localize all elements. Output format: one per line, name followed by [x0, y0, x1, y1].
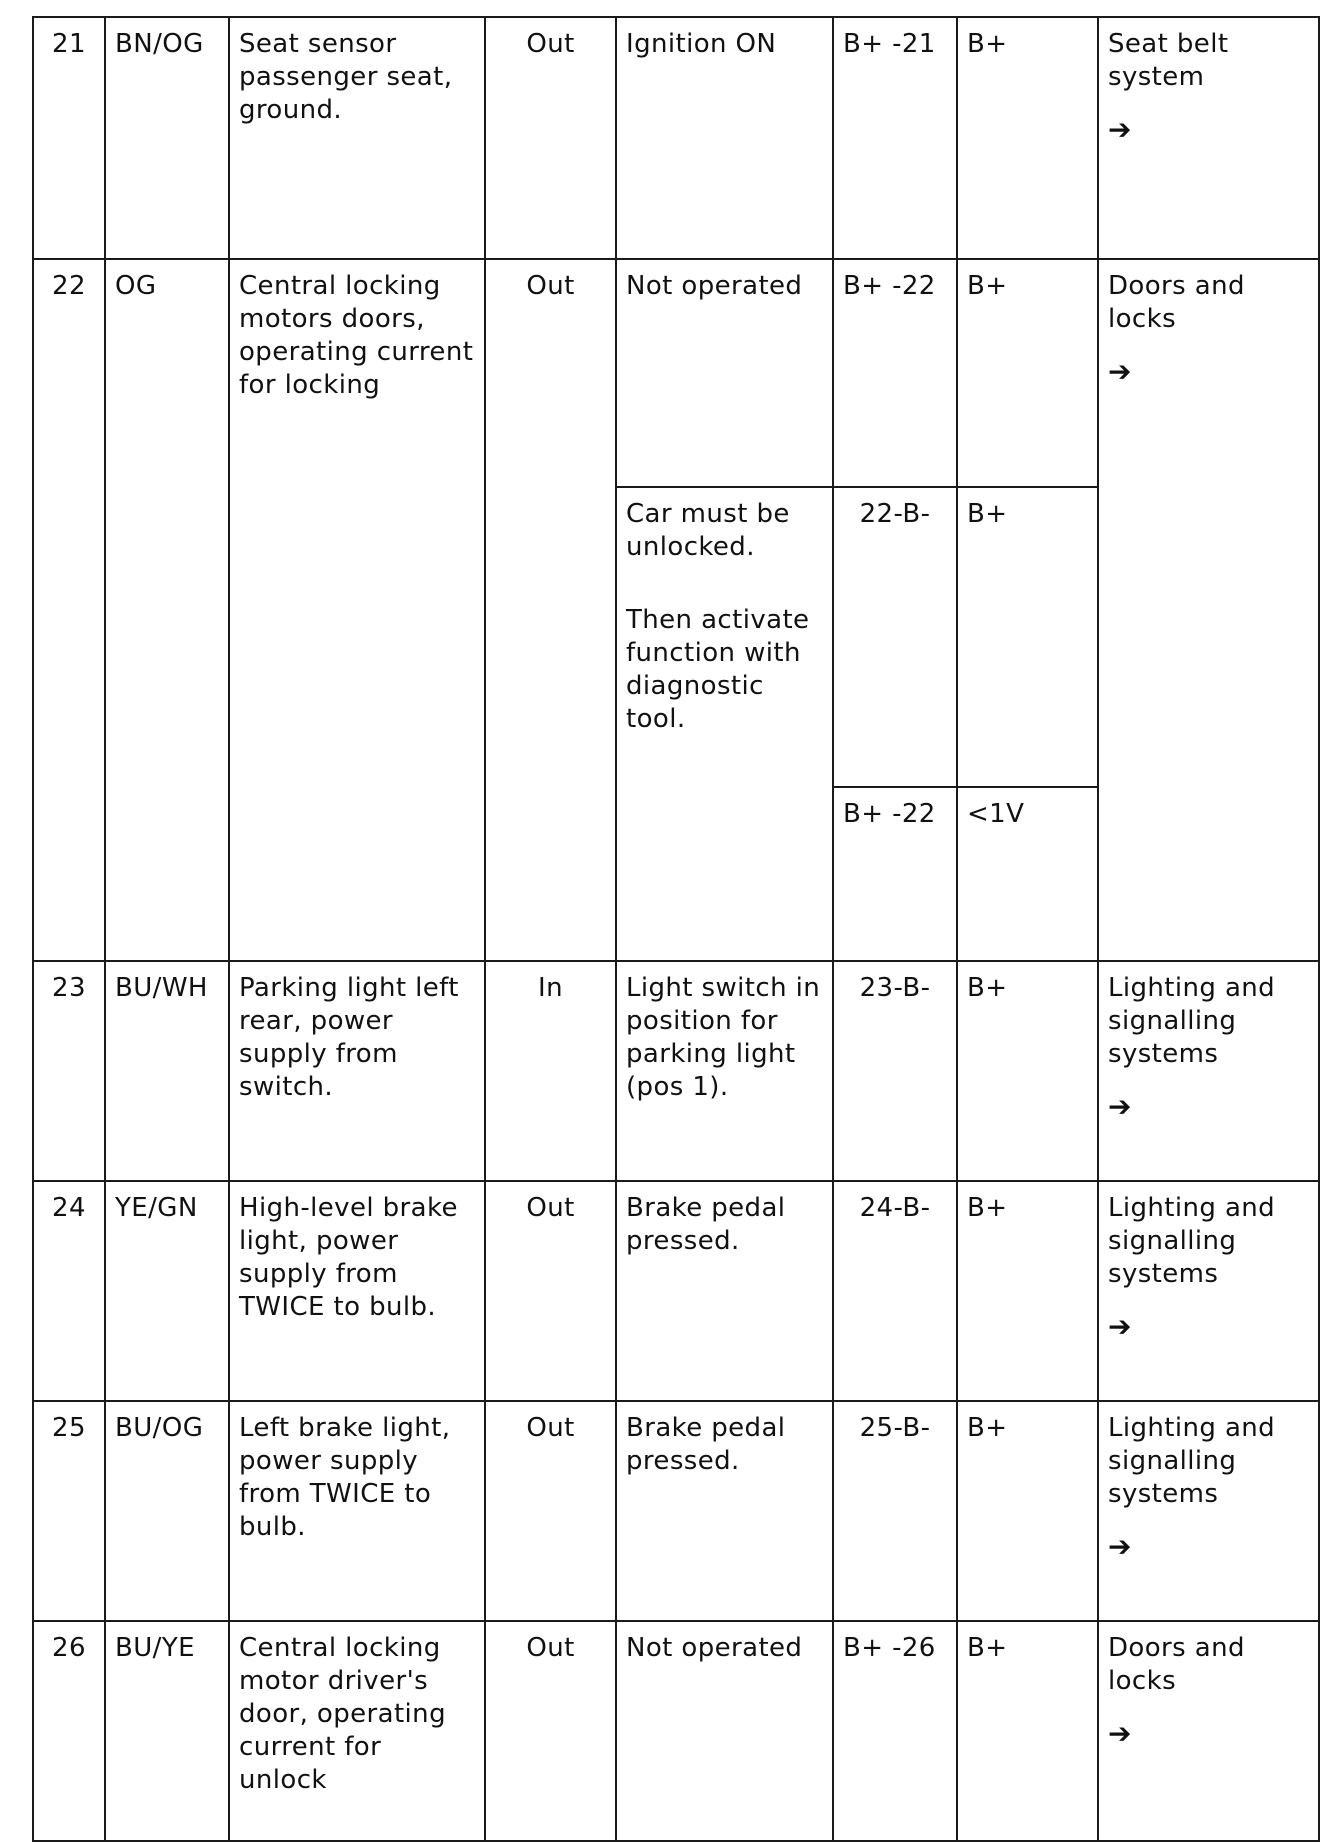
condition-text: Brake pedal pressed. [626, 1413, 786, 1476]
table-row [33, 259, 1319, 487]
reference-cell[interactable] [1098, 1401, 1319, 1621]
wire-color: BU/OG [105, 1401, 229, 1621]
reference-link[interactable]: Lighting and signalling systems [1108, 1413, 1276, 1509]
reference-link[interactable]: Lighting and signalling systems [1108, 973, 1276, 1069]
pin-number: 22 [33, 259, 105, 961]
measured-value: B+ [957, 1401, 1098, 1621]
pin-description: Central locking motor driver's door, operating current for unlock [229, 1621, 485, 1841]
wire-color: YE/GN [105, 1181, 229, 1401]
signal-direction: Out [485, 1621, 616, 1841]
measure-points: B+ -21 [833, 17, 957, 259]
measure-points: B+ -22 [833, 259, 957, 487]
condition-text: Ignition ON [626, 29, 777, 59]
reference-cell[interactable] [1098, 1621, 1319, 1841]
signal-direction: Out [485, 259, 616, 961]
condition-text: Not operated [626, 271, 803, 301]
measure-points: B+ -22 [833, 787, 957, 961]
reference-cell[interactable] [1098, 1181, 1319, 1401]
measured-value: <1V [957, 787, 1098, 961]
right-arrow-icon[interactable]: ➔ [1108, 1717, 1132, 1750]
measure-points: B+ -26 [833, 1621, 957, 1841]
table-row [33, 961, 1319, 1181]
measure-points: 24-B- [833, 1181, 957, 1401]
condition-text: Then activate function with diagnostic tool. [626, 605, 810, 734]
test-condition [616, 17, 833, 259]
condition-text: Light switch in position for parking light (pos 1). [626, 973, 821, 1102]
reference-link[interactable]: Seat belt system [1108, 29, 1229, 92]
signal-direction: Out [485, 17, 616, 259]
right-arrow-icon[interactable]: ➔ [1108, 1310, 1132, 1343]
signal-direction: Out [485, 1401, 616, 1621]
right-arrow-icon[interactable]: ➔ [1108, 113, 1132, 146]
table-row [33, 1401, 1319, 1621]
pin-number: 21 [33, 17, 105, 259]
test-condition [616, 259, 833, 487]
measure-points: 25-B- [833, 1401, 957, 1621]
pin-number: 23 [33, 961, 105, 1181]
wire-color: OG [105, 259, 229, 961]
measured-value: B+ [957, 1181, 1098, 1401]
pin-description: Left brake light, power supply from TWICE to bulb. [229, 1401, 485, 1621]
pin-description: High-level brake light, power supply from TWICE to bulb. [229, 1181, 485, 1401]
test-condition [616, 1621, 833, 1841]
right-arrow-icon[interactable]: ➔ [1108, 355, 1132, 388]
measure-points: 23-B- [833, 961, 957, 1181]
reference-cell[interactable] [1098, 259, 1319, 961]
table-row [33, 17, 1319, 259]
test-condition [616, 1181, 833, 1401]
right-arrow-icon[interactable]: ➔ [1108, 1090, 1132, 1123]
signal-direction: In [485, 961, 616, 1181]
right-arrow-icon[interactable]: ➔ [1108, 1530, 1132, 1563]
measured-value: B+ [957, 1621, 1098, 1841]
pin-number: 26 [33, 1621, 105, 1841]
table-row [33, 1181, 1319, 1401]
test-condition [616, 961, 833, 1181]
test-condition [616, 487, 833, 961]
wire-color: BU/YE [105, 1621, 229, 1841]
measure-points: 22-B- [833, 487, 957, 787]
condition-text: Not operated [626, 1633, 803, 1663]
condition-text: Car must be unlocked. [626, 499, 790, 562]
measured-value: B+ [957, 259, 1098, 487]
pin-description: Central locking motors doors, operating current for locking [229, 259, 485, 961]
reference-link[interactable]: Doors and locks [1108, 1633, 1245, 1696]
condition-text: Brake pedal pressed. [626, 1193, 786, 1256]
signal-direction: Out [485, 1181, 616, 1401]
pin-table [32, 16, 1320, 1842]
measured-value: B+ [957, 487, 1098, 787]
reference-cell[interactable] [1098, 961, 1319, 1181]
pin-number: 24 [33, 1181, 105, 1401]
wire-color: BU/WH [105, 961, 229, 1181]
test-condition [616, 1401, 833, 1621]
reference-cell[interactable] [1098, 17, 1319, 259]
reference-link[interactable]: Doors and locks [1108, 271, 1245, 334]
measured-value: B+ [957, 961, 1098, 1181]
measured-value: B+ [957, 17, 1098, 259]
pin-number: 25 [33, 1401, 105, 1621]
table-row [33, 1621, 1319, 1841]
pin-description: Seat sensor passenger seat, ground. [229, 17, 485, 259]
reference-link[interactable]: Lighting and signalling systems [1108, 1193, 1276, 1289]
wire-color: BN/OG [105, 17, 229, 259]
pin-description: Parking light left rear, power supply from switch. [229, 961, 485, 1181]
